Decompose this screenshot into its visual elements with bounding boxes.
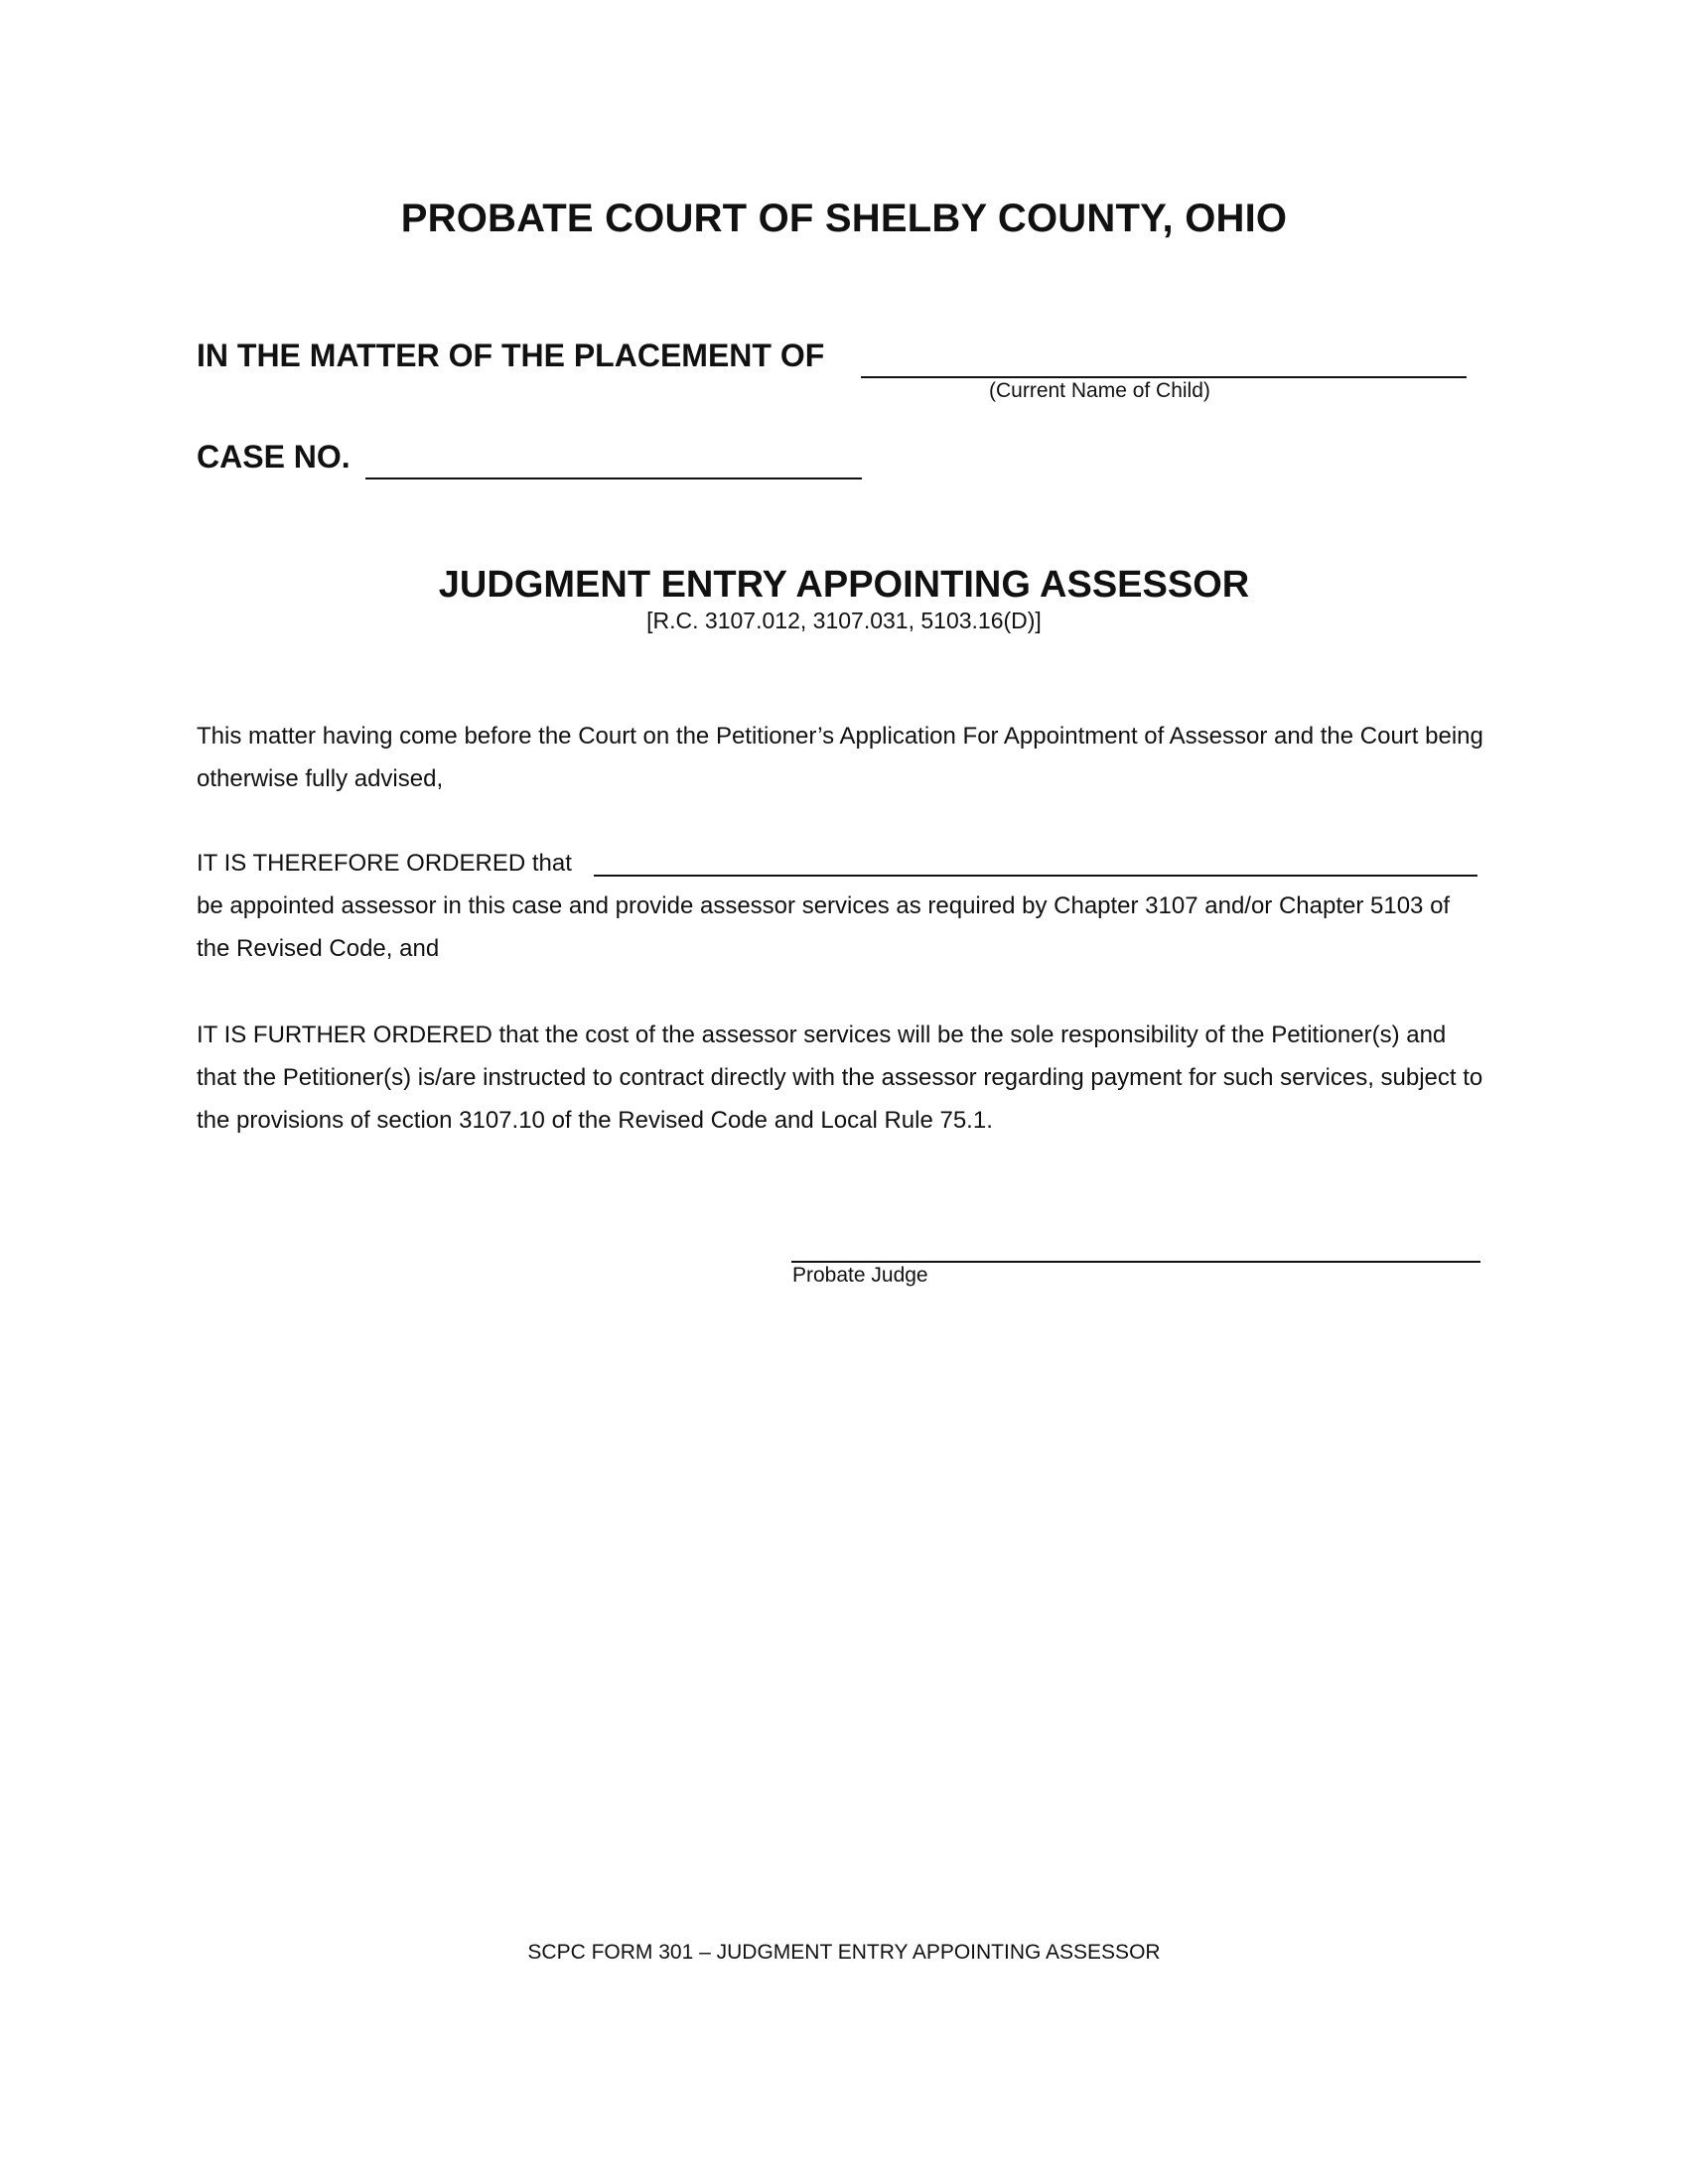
judge-signature-line[interactable] bbox=[791, 1261, 1480, 1263]
case-number-label: CASE NO. bbox=[197, 439, 351, 475]
child-name-hint: (Current Name of Child) bbox=[989, 379, 1210, 402]
entry-title: JUDGMENT ENTRY APPOINTING ASSESSOR bbox=[438, 564, 1250, 606]
form-footer: SCPC FORM 301 – JUDGMENT ENTRY APPOINTING ASSESSOR bbox=[527, 1941, 1161, 1964]
child-name-field[interactable] bbox=[861, 376, 1467, 378]
case-number-field[interactable] bbox=[365, 478, 862, 479]
court-title: PROBATE COURT OF SHELBY COUNTY, OHIO bbox=[400, 197, 1288, 240]
statute-citation: [R.C. 3107.012, 3107.031, 5103.16(D)] bbox=[646, 608, 1042, 633]
judge-signature-label: Probate Judge bbox=[792, 1264, 928, 1287]
appointment-paragraph: be appointed assessor in this case and provide assessor services as required by Chapter 3107 and/or Chapter 5103 of the Revised Code, and bbox=[197, 892, 1451, 962]
placement-caption-label: IN THE MATTER OF THE PLACEMENT OF bbox=[197, 338, 825, 373]
order-lead-text: IT IS THEREFORE ORDERED that bbox=[197, 850, 572, 877]
cost-order-paragraph: IT IS FURTHER ORDERED that the cost of the assessor services will be the sole responsibility of the Petitioner(s) and that the Petitioner(s) is/are instructed to contract directly with the assessor regarding payment for such services, subject to the provisions of section 3107.10 of the Revised Code and Local Rule 75.1. bbox=[197, 1022, 1483, 1134]
assessor-name-field[interactable] bbox=[594, 875, 1477, 877]
recital-paragraph: This matter having come before the Court on the Petitioner’s Application For Appointment of Assessor and the Court being otherwise fully advised, bbox=[197, 723, 1483, 792]
